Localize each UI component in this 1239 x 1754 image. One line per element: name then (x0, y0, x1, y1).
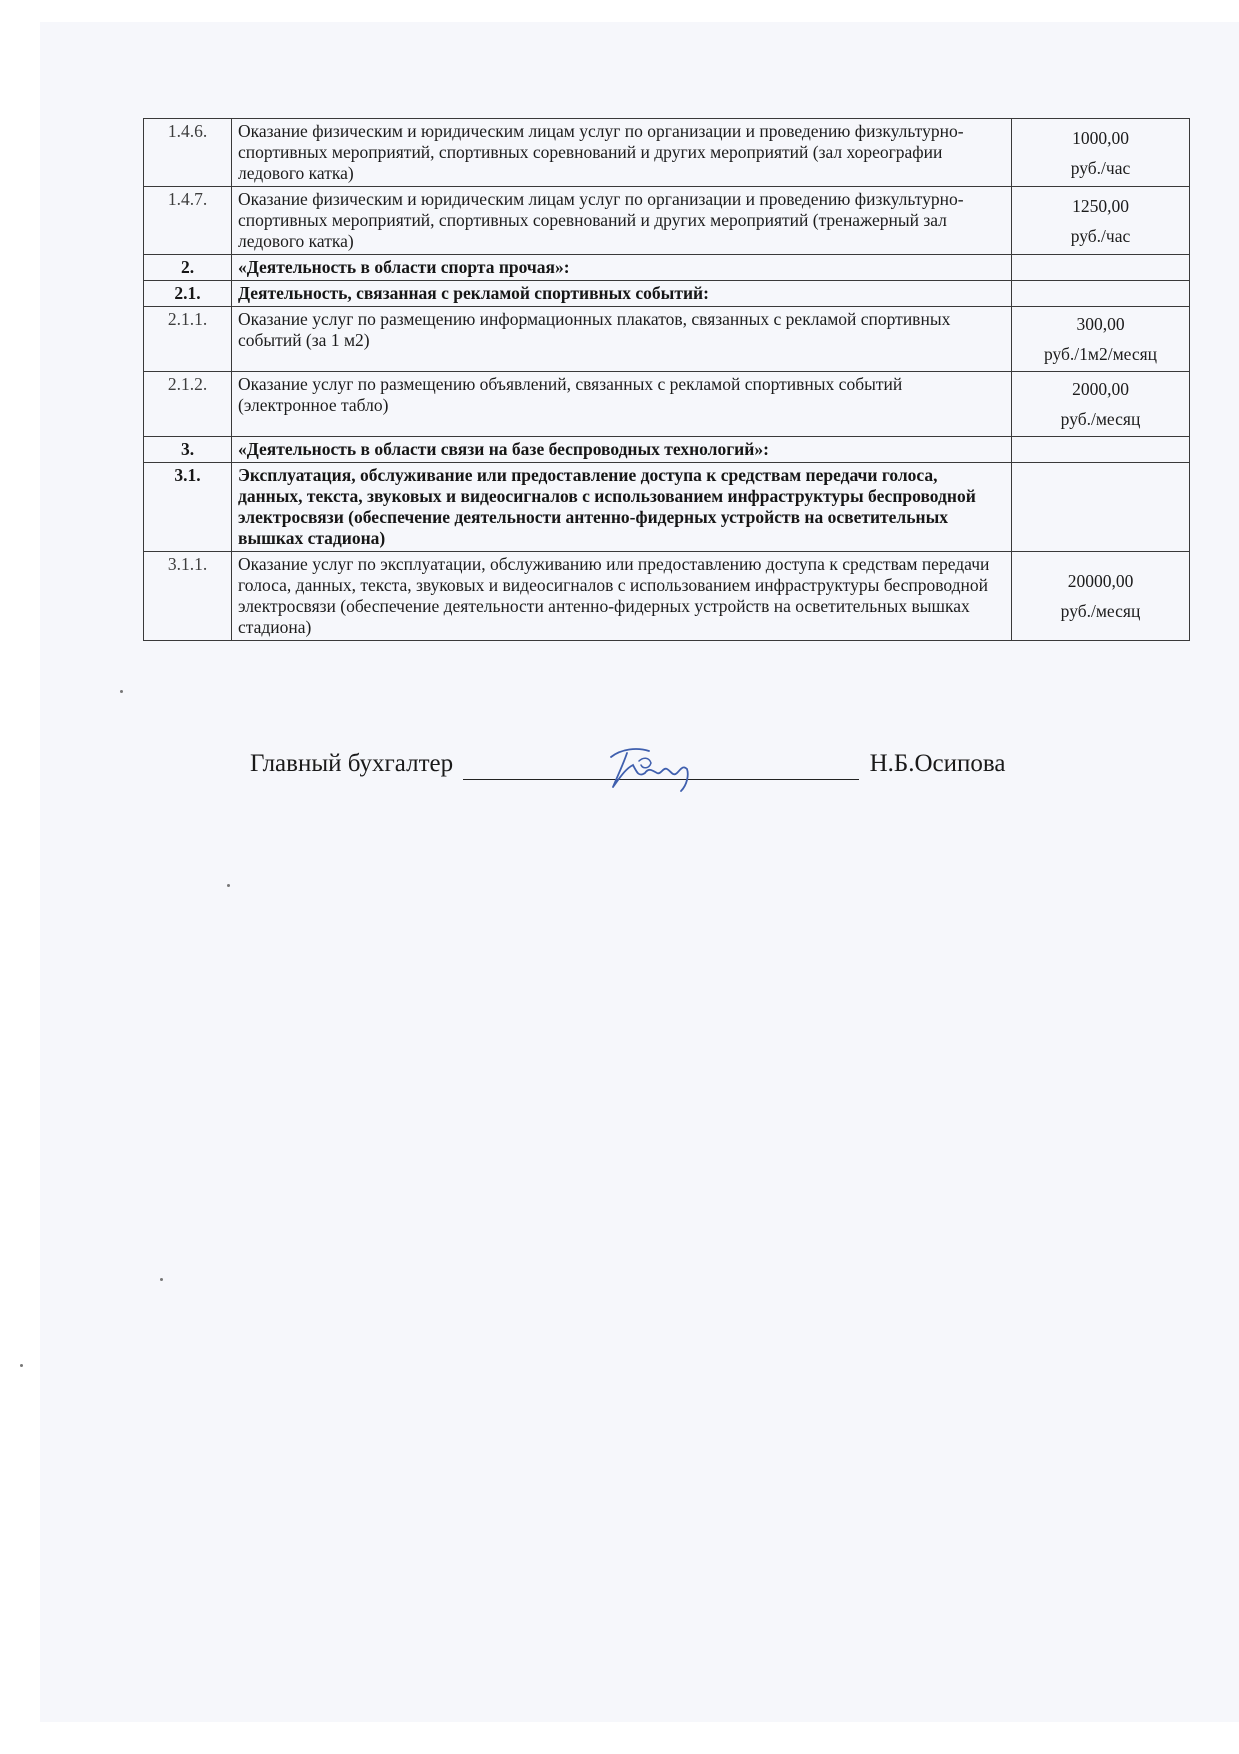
signature-line (463, 757, 859, 780)
price-unit: руб./1м2/месяц (1043, 344, 1158, 364)
table-row (144, 187, 1190, 255)
item-number: 1.4.7. (144, 187, 232, 255)
service-description: Деятельность, связанная с рекламой спортивных событий: (232, 281, 1012, 307)
table-row (144, 552, 1190, 641)
table-row (144, 372, 1190, 437)
table-row (144, 255, 1190, 281)
scan-speck (160, 1278, 163, 1281)
service-price (1012, 307, 1190, 372)
item-number: 2. (144, 255, 232, 281)
price-value: 1250,00 (1072, 195, 1129, 216)
service-price (1012, 437, 1190, 463)
service-price (1012, 372, 1190, 437)
price-unit: руб./месяц (1060, 601, 1141, 621)
signature-block (250, 748, 1005, 780)
price-table (143, 118, 1190, 641)
table-row (144, 437, 1190, 463)
table-row (144, 463, 1190, 552)
item-number: 3.1.1. (144, 552, 232, 641)
item-number: 2.1.2. (144, 372, 232, 437)
price-unit: руб./час (1070, 225, 1131, 246)
signatory-position: Главный бухгалтер (250, 750, 454, 777)
service-description: Оказание услуг по размещению объявлений, связанных с рекламой спортивных событий (электронное табло) (232, 372, 1012, 437)
item-number: 3.1. (144, 463, 232, 552)
service-description: Эксплуатация, обслуживание или предоставление доступа к средствам передачи голоса, данных, текста, звуковых и видеосигналов с использованием инфраструктуры беспроводной электросвязи (обеспечение деятельности антенно-фидерных устройств на осветительных вышках стадиона) (232, 463, 1012, 552)
service-description: «Деятельность в области связи на базе беспроводных технологий»: (232, 437, 1012, 463)
scan-speck (120, 690, 123, 693)
service-description: Оказание физическим и юридическим лицам услуг по организации и проведению физкультурно-спортивных мероприятий, спортивных соревнований и других мероприятий (зал хореографии ледового катка) (232, 119, 1012, 187)
handwritten-signature (603, 743, 703, 793)
price-value: 2000,00 (1072, 379, 1129, 399)
service-price (1012, 281, 1190, 307)
service-description: Оказание услуг по размещению информационных плакатов, связанных с рекламой спортивных событий (за 1 м2) (232, 307, 1012, 372)
price-value: 300,00 (1076, 314, 1125, 334)
scan-speck (20, 1364, 23, 1367)
item-number: 2.1. (144, 281, 232, 307)
service-description: «Деятельность в области спорта прочая»: (232, 255, 1012, 281)
service-price (1012, 187, 1190, 255)
service-price (1012, 119, 1190, 187)
service-price (1012, 255, 1190, 281)
item-number: 1.4.6. (144, 119, 232, 187)
table-row (144, 119, 1190, 187)
table-row (144, 307, 1190, 372)
service-description: Оказание физическим и юридическим лицам услуг по организации и проведению физкультурно-спортивных мероприятий, спортивных соревнований и других мероприятий (тренажерный зал ледового катка) (232, 187, 1012, 255)
service-price (1012, 552, 1190, 641)
price-value: 1000,00 (1072, 127, 1129, 148)
signatory-name: Н.Б.Осипова (869, 750, 1006, 777)
item-number: 3. (144, 437, 232, 463)
price-unit: руб./месяц (1060, 409, 1141, 429)
scan-speck (227, 884, 230, 887)
price-table-body (144, 119, 1190, 641)
price-value: 20000,00 (1067, 571, 1134, 591)
service-price (1012, 463, 1190, 552)
table-row (144, 281, 1190, 307)
price-unit: руб./час (1070, 157, 1131, 178)
item-number: 2.1.1. (144, 307, 232, 372)
service-description: Оказание услуг по эксплуатации, обслуживанию или предоставлению доступа к средствам передачи голоса, данных, текста, звуковых и видеосигналов с использованием инфраструктуры беспроводной электросвязи (обеспечение деятельности антенно-фидерных устройств на осветительных вышках стадиона) (232, 552, 1012, 641)
